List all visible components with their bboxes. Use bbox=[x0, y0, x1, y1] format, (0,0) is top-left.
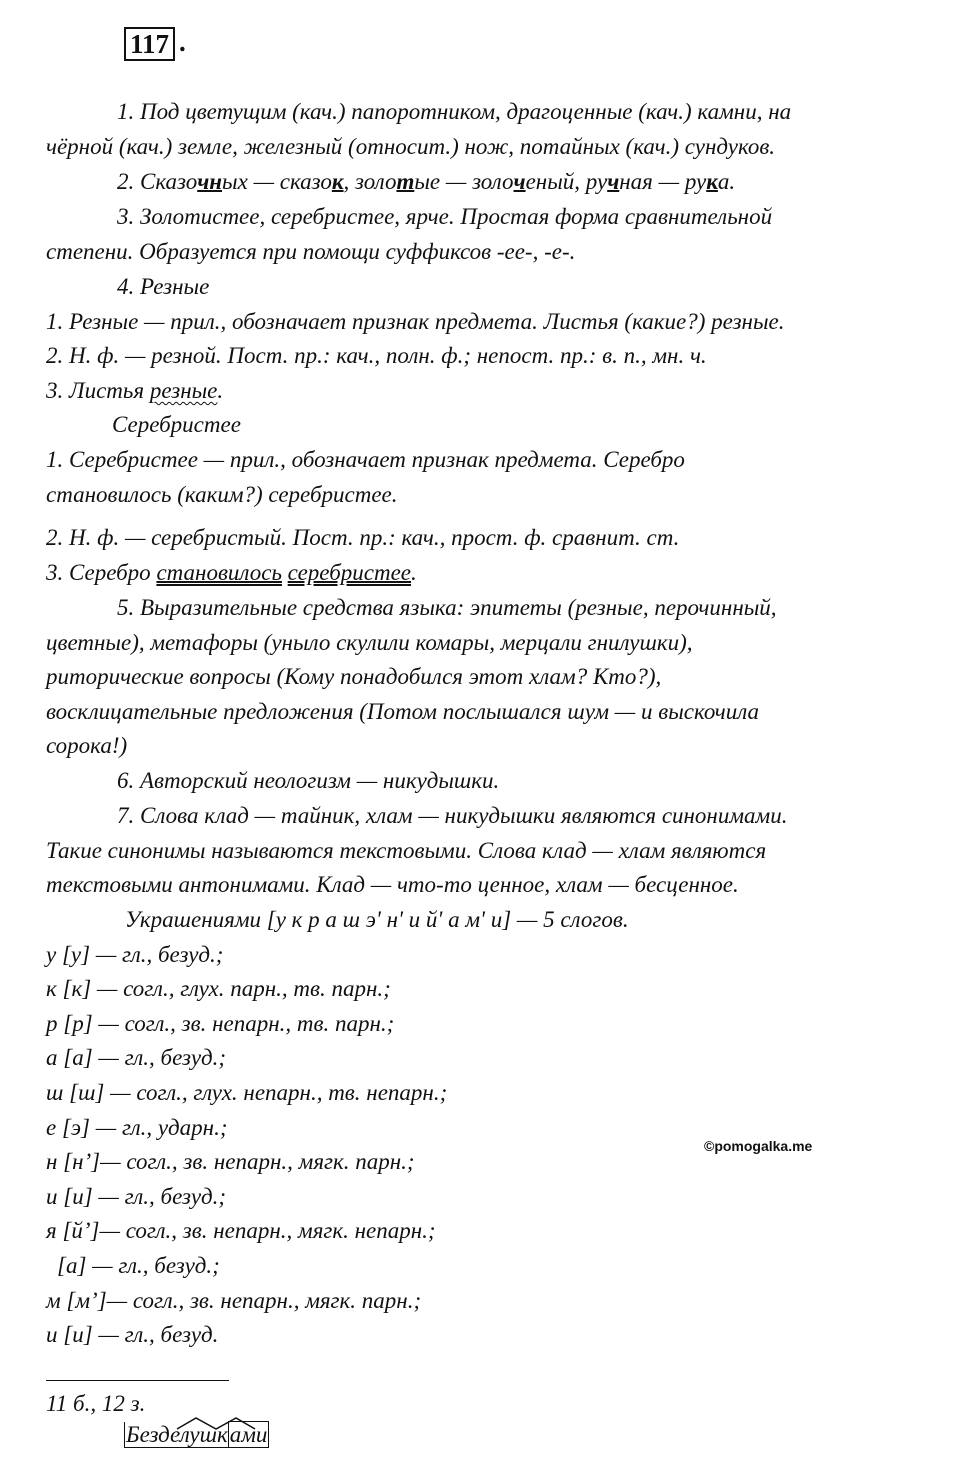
text-line: 1. Серебристее — прил., обозначает признак предмета. Серебро bbox=[46, 447, 685, 472]
phonetic-row: м [м’]— согл., зв. непарн., мягк. парн.; bbox=[46, 1288, 422, 1313]
text-line: сорока!) bbox=[46, 733, 128, 758]
text-line-marked: 2. Сказочных — сказок, золотые — золоченый, ручная — рука. bbox=[117, 169, 736, 194]
text-line: становилось (каким?) серебристее. bbox=[46, 482, 398, 507]
word-ending: ами bbox=[229, 1422, 268, 1447]
phonetic-row: и [и] — гл., безуд. bbox=[46, 1322, 219, 1347]
phonetic-row: я [й’]— согл., зв. непарн., мягк. непарн.; bbox=[46, 1218, 436, 1243]
text-line: Такие синонимы называются текстовыми. Слова клад — хлам являются bbox=[46, 838, 767, 863]
text-line: риторические вопросы (Кому понадобился этот хлам? Кто?), bbox=[46, 664, 662, 689]
phonetic-row: н [н’]— согл., зв. непарн., мягк. парн.; bbox=[46, 1149, 415, 1174]
text-line: текстовыми антонимами. Клад — что-то ценное, хлам — бесценное. bbox=[46, 872, 739, 897]
phonetic-row: и [и] — гл., безуд.; bbox=[46, 1184, 227, 1209]
section-heading: Серебристее bbox=[112, 412, 241, 437]
phonetic-row: е [э] — гл., ударн.; bbox=[46, 1115, 228, 1140]
phonetic-heading: Украшениями [у к р а ш э' н' и й' а м' и] — 5 слогов. bbox=[125, 907, 629, 932]
text-line: 1. Резные — прил., обозначает признак предмета. Листья (какие?) резные. bbox=[46, 309, 785, 334]
section-heading: 4. Резные bbox=[117, 274, 210, 299]
text-line: 2. Н. ф. — резной. Пост. пр.: кач., полн. ф.; непост. пр.: в. п., мн. ч. bbox=[46, 343, 707, 368]
phonetic-row: [а] — гл., безуд.; bbox=[57, 1253, 220, 1278]
morpheme-analysis bbox=[124, 1420, 269, 1450]
text-line: 5. Выразительные средства языка: эпитеты (резные, перочинный, bbox=[117, 595, 777, 620]
root-arc-icon bbox=[176, 1416, 256, 1430]
text-line: чёрной (кач.) земле, железный (относит.) нож, потайных (кач.) сундуков. bbox=[46, 134, 776, 159]
text-line: 3. Серебро становилось серебристее. bbox=[46, 560, 417, 585]
text-line: степени. Образуется при помощи суффиксов -ее-, -е-. bbox=[46, 239, 576, 264]
exercise-number-dot: . bbox=[179, 27, 186, 57]
text-line: 1. Под цветущим (кач.) папоротником, драгоценные (кач.) камни, на bbox=[117, 99, 792, 124]
word-stem: Безделушк bbox=[126, 1422, 228, 1447]
text-line: восклицательные предложения (Потом послышался шум — и выскочила bbox=[46, 699, 760, 724]
text-line: 7. Слова клад — тайник, хлам — никудышки являются синонимами. bbox=[117, 803, 788, 828]
phonetic-summary: 11 б., 12 з. bbox=[46, 1391, 146, 1416]
watermark: ©pomogalka.me bbox=[704, 1138, 813, 1154]
phonetic-row: а [а] — гл., безуд.; bbox=[46, 1045, 227, 1070]
phonetic-row: ш [ш] — согл., глух. непарн., тв. непарн.; bbox=[46, 1080, 448, 1105]
exercise-number: 117 bbox=[124, 27, 175, 61]
text-line: 3. Листья резные. bbox=[46, 378, 224, 403]
text-line: 6. Авторский неологизм — никудышки. bbox=[117, 768, 500, 793]
summary-divider bbox=[46, 1380, 229, 1381]
text-line: 2. Н. ф. — серебристый. Пост. пр.: кач., прост. ф. сравнит. ст. bbox=[46, 525, 680, 550]
phonetic-row: к [к] — согл., глух. парн., тв. парн.; bbox=[46, 976, 391, 1001]
text-line: 3. Золотистее, серебристее, ярче. Простая форма сравнительной bbox=[117, 204, 773, 229]
phonetic-row: у [у] — гл., безуд.; bbox=[46, 942, 224, 967]
text-line: цветные), метафоры (уныло скулили комары, мерцали гнилушки), bbox=[46, 630, 693, 655]
phonetic-row: р [р] — согл., зв. непарн., тв. парн.; bbox=[46, 1011, 395, 1036]
